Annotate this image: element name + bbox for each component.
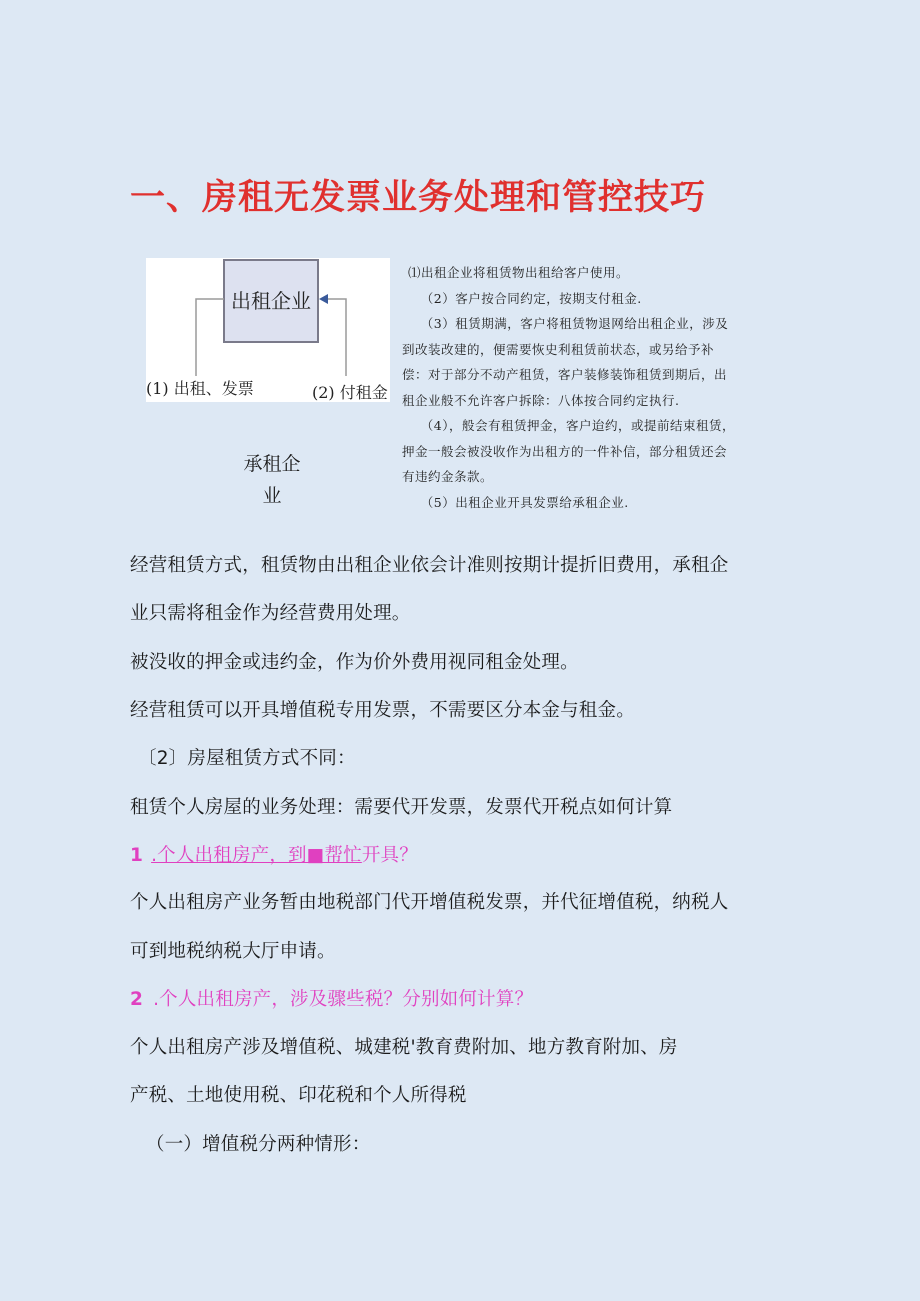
tenant-label-line1: 承租企	[243, 453, 301, 475]
rent-connector-line	[326, 299, 346, 376]
leasing-notes	[402, 260, 794, 515]
paragraph-operating-lease-line2: 业只需将租金作为经营费用处理。	[130, 603, 411, 624]
paragraph-taxes-list-line2: 产税、土地使用税、印花税和个人所得税	[130, 1085, 467, 1106]
note-line: （2）客户按合同约定，按期支付租金.	[420, 290, 642, 306]
note-line: 押金一般会被没收作为出租方的一件补信，部分租赁还会	[402, 443, 728, 459]
paragraph-vat-cases: （一）增值税分两种情形：	[146, 1134, 371, 1155]
note-line: 租企业般不允许客户拆除：八体按合同约定执行.	[402, 392, 680, 408]
paragraph-housing-lease: 〔2〕房屋租赁方式不同：	[138, 748, 356, 769]
heading-text: .个人出租房产，涉及骤些税？分别如何计算？	[153, 989, 534, 1010]
lease-connector-line	[196, 299, 224, 376]
heading-personal-rent-invoice	[130, 841, 790, 867]
page-title: 一、房租无发票业务处理和管控技巧	[130, 178, 707, 218]
note-line: （3）租赁期满，客户将租赁物退网给出租企业，涉及	[420, 316, 729, 331]
paragraph-tax-office-line2: 可到地税纳税大厅申请。	[130, 941, 336, 962]
note-line: ⑴出租企业将租赁物出租给客户使用。	[408, 265, 630, 280]
note-line: 有违约金条款。	[402, 469, 494, 484]
note-line: （5）出租企业开具发票给承租企业.	[420, 494, 629, 510]
paragraph-personal-housing: 租赁个人房屋的业务处理：需要代开发票，发票代开税点如何计算	[130, 797, 673, 818]
heading-number: 2	[130, 989, 144, 1010]
tenant-label	[232, 448, 312, 512]
heading-link-text[interactable]: .个人出租房产，到■帮忙	[151, 845, 362, 866]
paragraph-deposit: 被没收的押金或违约金，作为价外费用视同租金处理。	[130, 652, 579, 673]
note-line: 偿：对于部分不动产租赁，客户装修装饰租赁到期后，出	[402, 367, 728, 382]
heading-personal-rent-taxes	[130, 985, 790, 1011]
tenant-label-line2: 业	[262, 485, 282, 507]
note-line: 到改装改建的，便需要恢史利租赁前状态，或另给予补	[402, 341, 715, 357]
lease-invoice-label: (1) 出租、发票	[146, 379, 254, 398]
paragraph-tax-office-line1: 个人出租房产业务暂由地税部门代开增值税发票，并代征增值税，纳税人	[130, 892, 729, 913]
lessor-box-label: 出租企业	[231, 289, 311, 313]
heading-tail: 开具？	[361, 845, 418, 866]
heading-number: 1	[130, 845, 144, 866]
rent-arrow-head	[319, 294, 328, 304]
note-line: （4），般会有租赁押金，客户迨约，或提前结束租赁，	[420, 418, 735, 433]
pay-rent-label: (2) 付租金	[312, 383, 388, 402]
paragraph-operating-lease-line1: 经营租赁方式，租赁物由出租企业依会计准则按期计提折旧费用，承租企	[130, 555, 729, 576]
leasing-diagram	[146, 258, 390, 402]
paragraph-taxes-list-line1: 个人出租房产涉及增值税、城建税'教育费附加、地方教育附加、房	[130, 1037, 678, 1058]
paragraph-vat-invoice: 经营租赁可以开具增值税专用发票，不需要区分本金与租金。	[130, 700, 635, 721]
